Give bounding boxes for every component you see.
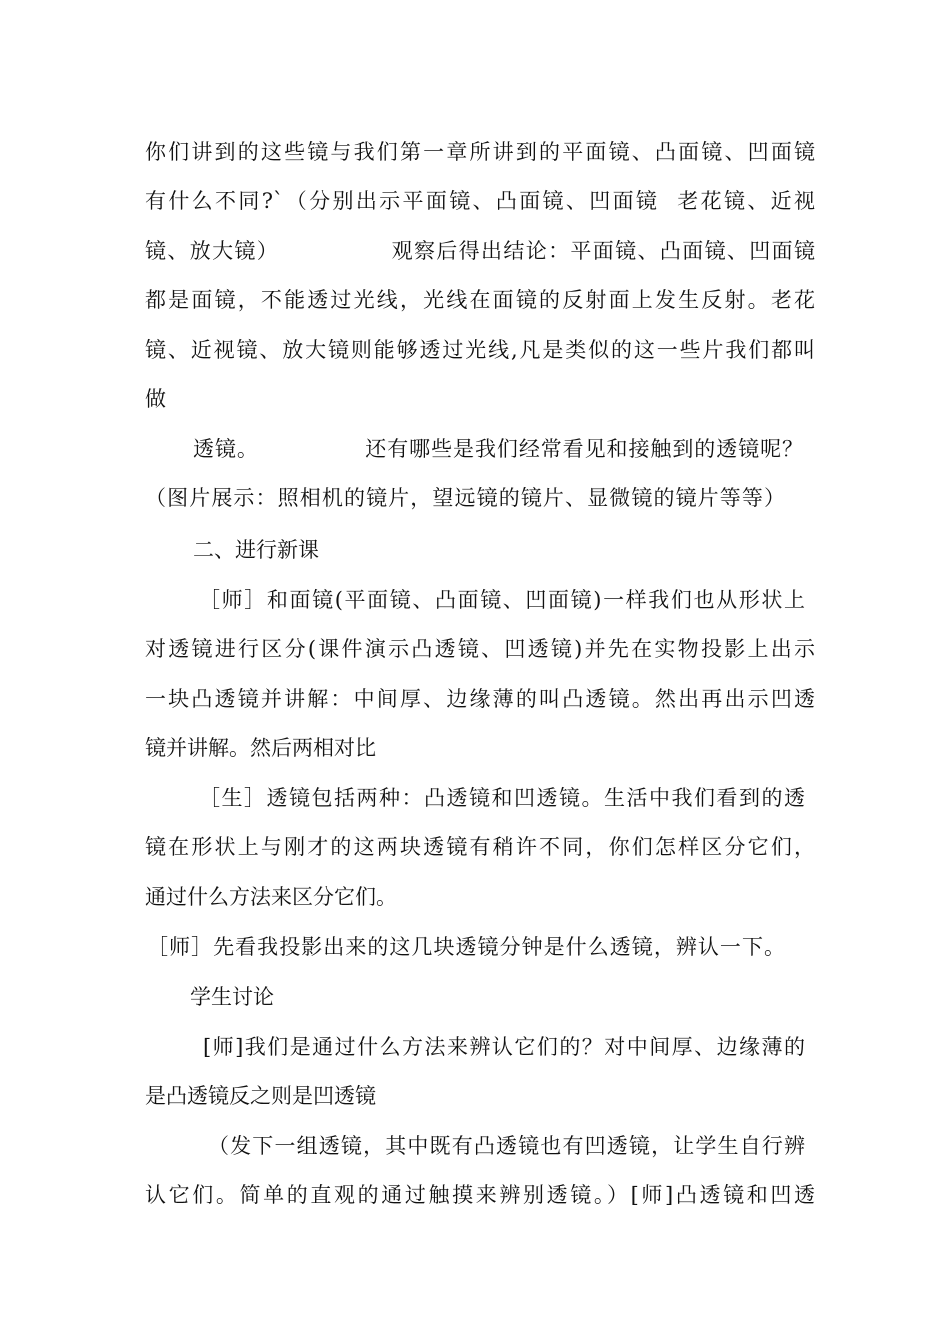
text-line: （图片展示：照相机的镜片，望远镜的镜片、显微镜的镜片等等） — [145, 486, 785, 510]
text-line: 透镜。 还有哪些是我们经常看见和接触到的透镜呢？ — [193, 437, 803, 461]
text-line: 镜、近视镜、放大镜则能够透过光线,凡是类似的这一些片我们都叫 — [145, 338, 815, 362]
text-line: （发下一组透镜，其中既有凸透镜也有凹透镜，让学生自行辨 — [208, 1134, 805, 1158]
text-line: 是凸透镜反之则是凹透镜 — [145, 1084, 376, 1108]
section-heading: 二、进行新课 — [193, 538, 319, 562]
text-line: 做 — [145, 387, 166, 411]
text-line: 镜、放大镜） 观察后得出结论：平面镜、凸面镜、凹面镜 — [145, 239, 815, 263]
text-line: 镜并讲解。然后两相对比 — [145, 736, 376, 760]
text-line: 学生讨论 — [190, 985, 274, 1009]
text-line: 一块凸透镜并讲解：中间厚、边缘薄的叫凸透镜。然出再出示凹透 — [145, 687, 815, 711]
text-line: 通过什么方法来区分它们。 — [145, 885, 397, 909]
text-line: 对透镜进行区分(课件演示凸透镜、凹透镜)并先在实物投影上出示 — [145, 637, 815, 661]
text-line: ［生］透镜包括两种：凸透镜和凹透镜。生活中我们看到的透 — [199, 786, 805, 810]
text-line: ［师］先看我投影出来的这几块透镜分钟是什么透镜，辨认一下。 — [147, 935, 785, 959]
text-line: 认它们。简单的直观的通过触摸来辨别透镜。）[师]凸透镜和凹透 — [145, 1183, 815, 1207]
text-line: 你们讲到的这些镜与我们第一章所讲到的平面镜、凸面镜、凹面镜 — [145, 140, 815, 164]
text-line: 镜在形状上与刚才的这两块透镜有稍许不同，你们怎样区分它们， — [145, 835, 815, 859]
text-line: [师]我们是通过什么方法来辨认它们的？对中间厚、边缘薄的 — [203, 1035, 805, 1059]
text-line: 都是面镜，不能透过光线，光线在面镜的反射面上发生反射。老花 — [145, 288, 815, 312]
text-line: ［师］和面镜(平面镜、凸面镜、凹面镜)一样我们也从形状上 — [199, 588, 805, 612]
text-line: 有什么不同?`（分别出示平面镜、凸面镜、凹面镜 老花镜、近视 — [145, 189, 815, 213]
